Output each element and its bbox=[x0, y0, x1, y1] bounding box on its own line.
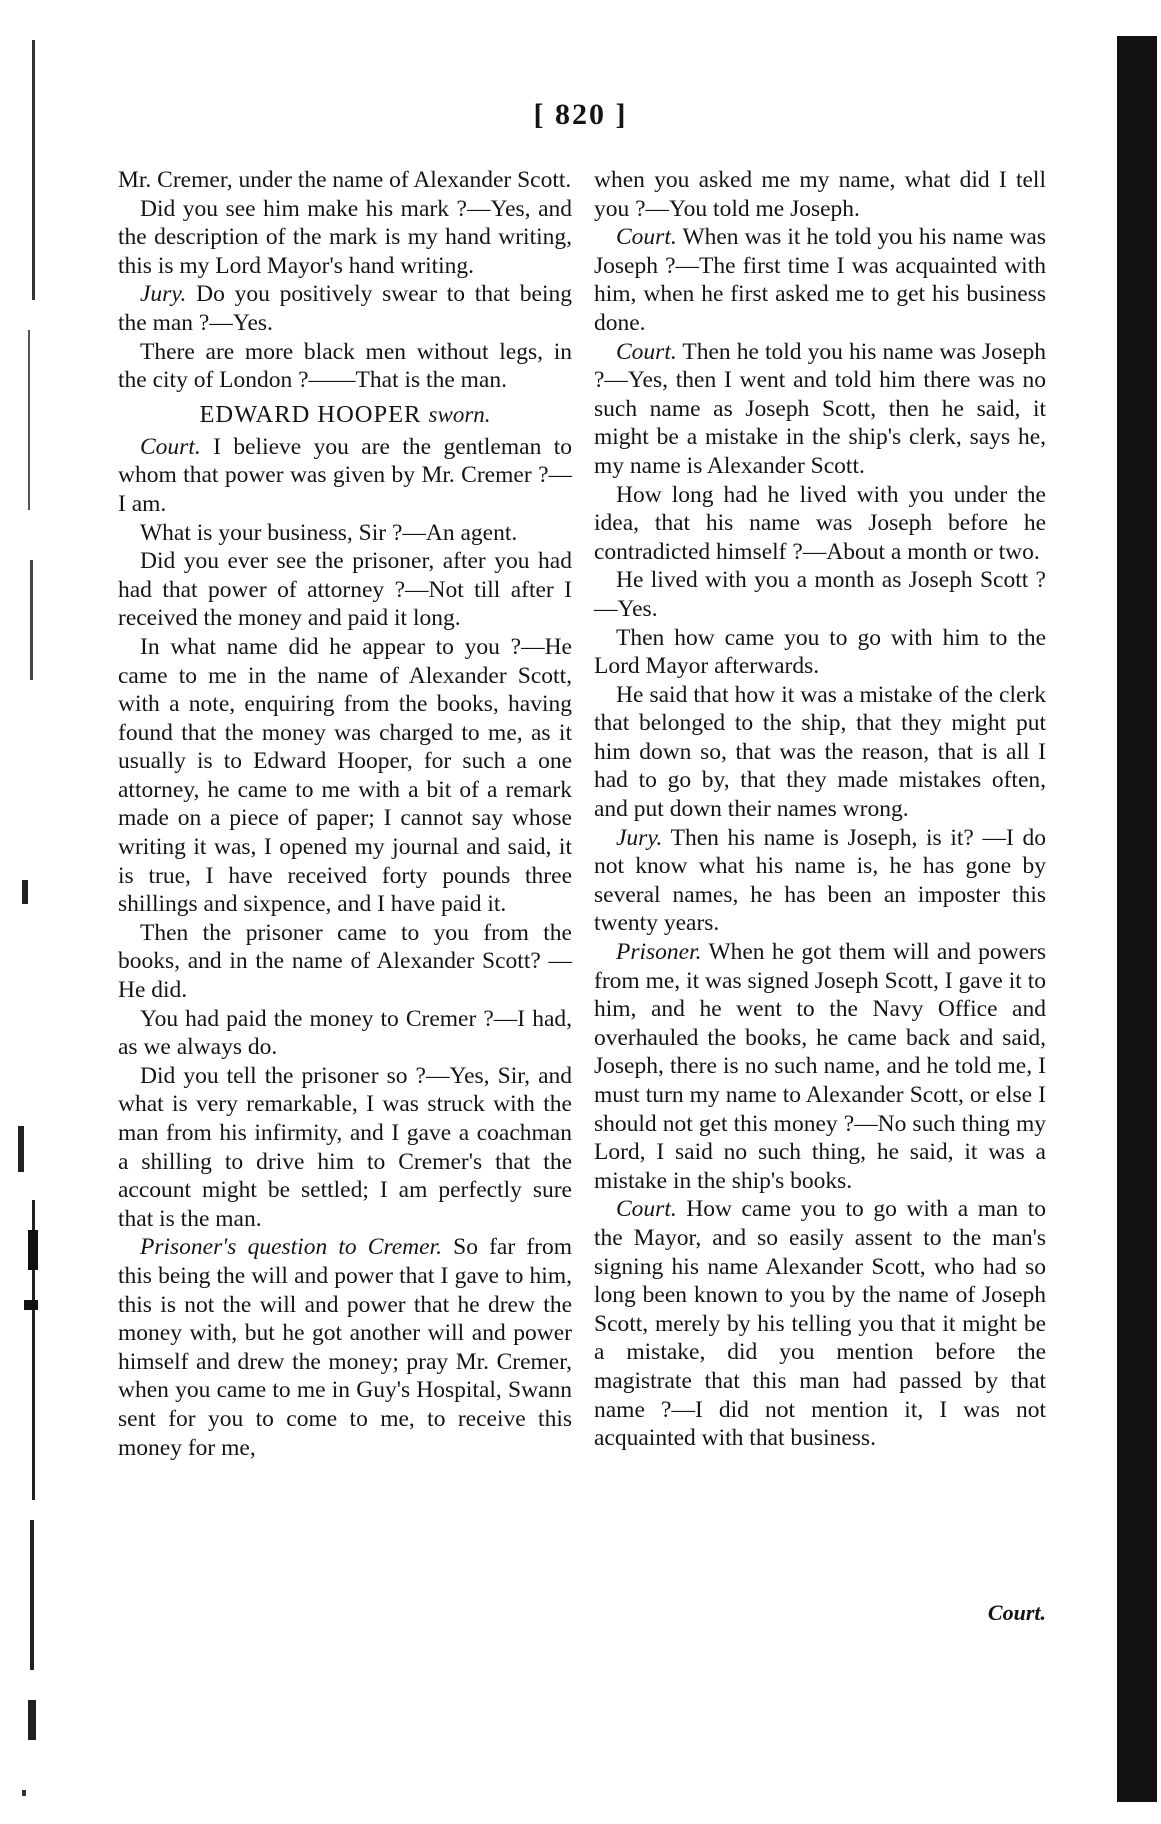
paragraph-text: When he got them will and powers from me, it was signed Joseph Scott, I gave it to him, and he went to the Navy Office and overhauled the books, he came back and said, Joseph, there is no such name, and he told me, I must turn my name to Alexander Scott, or else I should not get this money ?—No such thing my Lord, I said no such thing, he said, it was a mistake in the ship's books. bbox=[594, 939, 1047, 1194]
paragraph bbox=[118, 1233, 572, 1462]
paragraph-text: When was it he told you his name was Joseph ?—The first time I was acquainted with him, when he first asked me to get his business done. bbox=[594, 224, 1046, 336]
paragraph-text: Then his name is Joseph, is it? —I do not know what his name is, he has gone by several names, he has been an imposter this twenty years. bbox=[594, 824, 1047, 937]
paragraph-text: I believe you are the gentleman to whom that power was given by Mr. Cremer ?—I am. bbox=[118, 433, 573, 517]
paragraph bbox=[594, 938, 1046, 1195]
paragraph: Mr. Cremer, under the name of Alexander Scott. bbox=[118, 167, 572, 193]
paragraph: He said that how it was a mistake of the clerk that belonged to the ship, that they might put him down so, that was the reason, that is all I had to go by, that they made mistakes often, and put down their names wrong. bbox=[594, 681, 1046, 823]
paragraph: You had paid the money to Cremer ?—I had, as we always do. bbox=[118, 1005, 572, 1061]
speaker-label: Court. bbox=[616, 224, 677, 251]
paragraph-text: Then he told you his name was Joseph ?—Yes, then I went and told him there was no such name as Joseph Scott, then he said, it might be a mistake in the ship's clerk, says he, my name is Alexander Scott. bbox=[594, 338, 1047, 479]
scan-gutter-bar bbox=[1117, 36, 1157, 1802]
paragraph-text: How came you to go with a man to the Mayor, and so easily assent to the man's signing his name Alexander Scott, who had so long been known to you by the name of Joseph Scott, merely by his telling you that it might be a mistake, did you mention before the magistrate that this man had passed by that name ?—I did not mention it, I was not acquainted with that business. bbox=[594, 1196, 1046, 1452]
paragraph bbox=[118, 433, 572, 519]
paragraph-text: So far from this being the will and power that I gave to him, this is not the will and power that he drew the money with, but he got another will and power himself and drew the money; pray Mr. Cremer, when you came to me in Guy's Hospital, Swann sent for you to come to me, to receive this money for me, bbox=[118, 1234, 572, 1461]
paragraph: Then the prisoner came to you from the books, and in the name of Alexander Scott? —He did. bbox=[118, 919, 572, 1004]
sworn-label: sworn. bbox=[428, 401, 491, 427]
speaker-label: Court. bbox=[140, 433, 201, 460]
witness-name: EDWARD HOOPER bbox=[199, 400, 422, 428]
paragraph bbox=[594, 338, 1046, 481]
paragraph-text: Do you positively swear to that being the man ?—Yes. bbox=[118, 281, 572, 336]
running-head: [ 820 ] bbox=[533, 98, 628, 131]
left-column bbox=[118, 166, 572, 1462]
speaker-label: Court. bbox=[616, 1196, 677, 1223]
paragraph: There are more black men without legs, in the city of London ?——That is the man. bbox=[118, 338, 572, 394]
binding-edge-artifact bbox=[8, 0, 54, 1824]
witness-heading bbox=[118, 401, 572, 429]
paragraph bbox=[594, 223, 1046, 337]
paragraph: What is your business, Sir ?—An agent. bbox=[140, 519, 518, 546]
speaker-label: Court. bbox=[616, 338, 677, 365]
paragraph bbox=[594, 1195, 1046, 1452]
paragraph: when you asked me my name, what did I tell you ?—You told me Joseph. bbox=[594, 167, 1046, 222]
paragraph: Then how came you to go with him to the Lord Mayor afterwards. bbox=[594, 624, 1046, 680]
paragraph: Did you see him make his mark ?—Yes, and the description of the mark is my hand writing, this is my Lord Mayor's hand writing. bbox=[118, 195, 572, 279]
speaker-label: Prisoner. bbox=[616, 939, 702, 966]
paragraph: Did you tell the prisoner so ?—Yes, Sir, and what is very remarkable, I was struck with the man from his infirmity, and I gave a coachman a shilling to drive him to Cremer's that the account might be settled; I am perfectly sure that is the man. bbox=[118, 1062, 572, 1232]
speaker-label: Jury. bbox=[616, 824, 663, 851]
catchword: Court. bbox=[987, 1600, 1046, 1625]
right-column bbox=[594, 166, 1046, 1453]
paragraph: Did you ever see the prisoner, after you had had that power of attorney ?—Not till after I received the money and paid it long. bbox=[118, 548, 572, 632]
speaker-label: Jury. bbox=[140, 281, 187, 308]
paragraph bbox=[594, 824, 1046, 938]
paragraph: He lived with you a month as Joseph Scott ?—Yes. bbox=[594, 567, 1046, 622]
paragraph bbox=[118, 280, 572, 337]
paragraph: How long had he lived with you under the idea, that his name was Joseph before he contradicted himself ?—About a month or two. bbox=[594, 481, 1046, 565]
paragraph: In what name did he appear to you ?—He came to me in the name of Alexander Scott, with a note, enquiring from the books, having found that the money was charged to me, as it usually is to Edward Hooper, for such a one attorney, he came to me with a bit of a remark made on a piece of paper; I cannot say whose writing it was, I opened my journal and said, it is true, I have received forty pounds three shillings and sixpence, and I have paid it. bbox=[118, 633, 572, 918]
speaker-label: Prisoner's question to Cremer. bbox=[140, 1234, 442, 1261]
